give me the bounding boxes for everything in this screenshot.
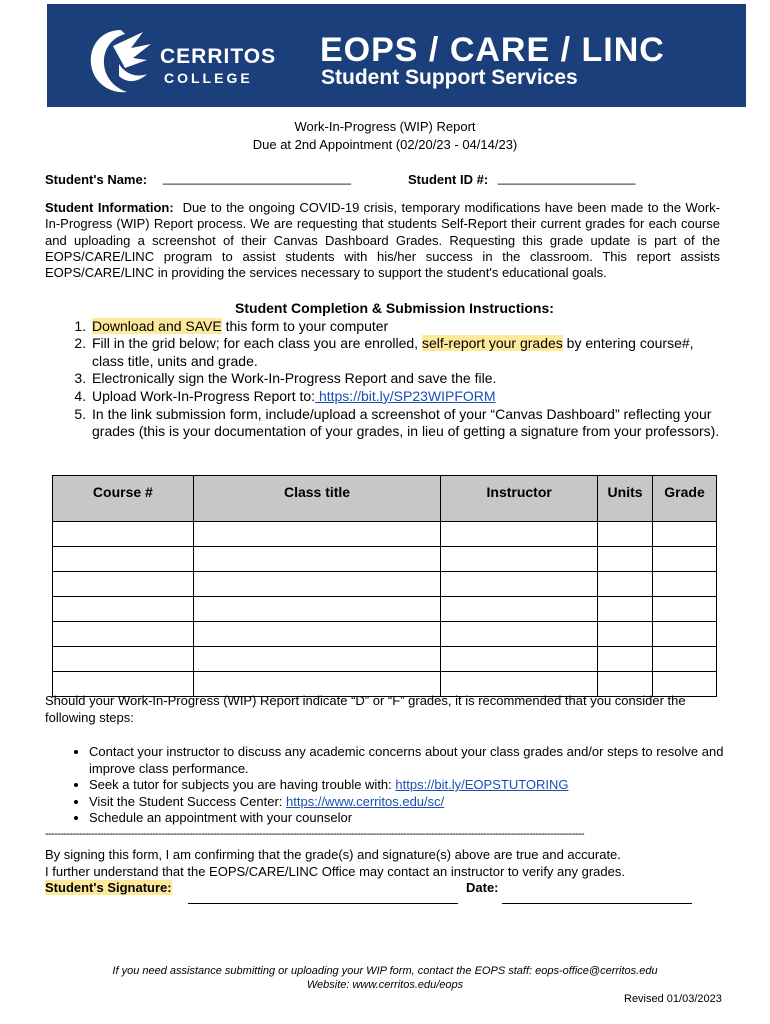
cell-instructor[interactable]: [441, 647, 598, 672]
cell-units[interactable]: [598, 547, 653, 572]
consent-statement: [45, 846, 725, 880]
list-item: [89, 777, 725, 794]
header-course-number: Course #: [53, 476, 194, 522]
cell-class-title[interactable]: [193, 572, 441, 597]
instructions-list: [47, 318, 727, 441]
report-due-date: Due at 2nd Appointment (02/20/23 - 04/14/23): [252, 137, 518, 152]
cell-course[interactable]: [53, 572, 194, 597]
recommendation-list: [45, 744, 725, 827]
bullet-tutor-text: Seek a tutor for subjects you are having trouble with:: [89, 777, 396, 792]
consent-line-1: By signing this form, I am confirming that the grade(s) and signature(s) above are true and accurate.: [45, 847, 621, 862]
bullet-contact-instructor: Contact your instructor to discuss any academic concerns about your class grades and/or steps to resolve and improve class performance.: [89, 744, 724, 776]
step2-text-pre: Fill in the grid below; for each class you are enrolled,: [92, 335, 422, 352]
logo-text-college: COLLEGE: [164, 70, 253, 86]
cell-grade[interactable]: [653, 597, 717, 622]
step3-text: Electronically sign the Work-In-Progress Report and save the file.: [92, 370, 497, 387]
cell-grade[interactable]: [653, 572, 717, 597]
tutoring-link[interactable]: https://bit.ly/EOPSTUTORING: [395, 777, 569, 792]
student-name-field[interactable]: __________________________: [163, 170, 351, 185]
cell-instructor[interactable]: [441, 622, 598, 647]
student-information: [45, 200, 720, 281]
table-row: [53, 647, 717, 672]
instructions-section: [47, 300, 727, 441]
wip-form-link[interactable]: https://bit.ly/SP23WIPFORM: [315, 387, 496, 404]
cell-course[interactable]: [53, 547, 194, 572]
cell-grade[interactable]: [653, 522, 717, 547]
cell-units[interactable]: [598, 522, 653, 547]
college-logo-icon: [85, 24, 157, 98]
student-id-label: Student ID #:: [408, 172, 489, 187]
step4-text: Upload Work-In-Progress Report to:: [92, 387, 316, 404]
instructions-title: Student Completion & Submission Instructions:: [235, 300, 554, 316]
table-row: [53, 547, 717, 572]
revised-date: Revised 01/03/2023: [624, 993, 722, 1005]
cell-grade[interactable]: [653, 647, 717, 672]
signature-line[interactable]: [188, 903, 458, 904]
cell-class-title[interactable]: [193, 647, 441, 672]
recommendation-text: Should your Work-In-Progress (WIP) Report indicate “D” or “F” grades, it is recommended that you consider the following steps:: [45, 693, 686, 725]
cell-units[interactable]: [598, 622, 653, 647]
cell-course[interactable]: [53, 522, 194, 547]
header-instructor: Instructor: [441, 476, 598, 522]
cell-instructor[interactable]: [441, 547, 598, 572]
cell-course[interactable]: [53, 597, 194, 622]
footer-contact: If you need assistance submitting or uploading your WIP form, contact the EOPS staff: eops-office@cerritos.edu: [112, 965, 658, 977]
logo-text-cerritos: CERRITOS: [160, 45, 277, 68]
header-class-title: Class title: [193, 476, 441, 522]
cell-class-title[interactable]: [193, 522, 441, 547]
date-line[interactable]: [502, 903, 692, 904]
table-row: [53, 597, 717, 622]
table-row: [53, 572, 717, 597]
consent-line-2: I further understand that the EOPS/CARE/LINC Office may contact an instructor to verify any grades.: [45, 864, 625, 879]
cell-grade[interactable]: [653, 547, 717, 572]
cell-class-title[interactable]: [193, 547, 441, 572]
list-item: [89, 744, 725, 777]
cell-units[interactable]: [598, 572, 653, 597]
grades-grid: [52, 475, 717, 697]
success-center-link[interactable]: https://www.cerritos.edu/sc/: [286, 793, 445, 809]
cell-instructor[interactable]: [441, 522, 598, 547]
bullet-counselor: Schedule an appointment with your counselor: [89, 810, 353, 825]
step1-text: this form to your computer: [221, 317, 389, 334]
cell-class-title[interactable]: [193, 597, 441, 622]
cell-class-title[interactable]: [193, 622, 441, 647]
step1-highlight: Download and SAVE: [92, 317, 222, 334]
list-item: [89, 794, 725, 811]
banner-title: EOPS / CARE / LINC: [320, 31, 665, 69]
bullet-success-center-text: Visit the Student Success Center:: [89, 793, 287, 809]
instruction-step-3: [90, 370, 727, 388]
cell-instructor[interactable]: [441, 572, 598, 597]
report-title: Work-In-Progress (WIP) Report: [294, 119, 476, 134]
step2-highlight: self-report your grades: [421, 335, 563, 352]
student-name-label: Student's Name:: [45, 172, 148, 187]
header-grade: Grade: [653, 476, 717, 522]
table-row: [53, 522, 717, 547]
cell-instructor[interactable]: [441, 597, 598, 622]
table-row: [53, 622, 717, 647]
dashed-separator: --------------------------------------------------------------------------------------------------------------------------------------------------------------------------------: [45, 828, 585, 840]
info-text: Due to the ongoing COVID-19 crisis, temporary modifications have been made to the Work-In-Progress (WIP) Report process. We are requesting that students Self-Report their current grades for each course and uploading a screenshot of their Canvas Dashboard Grades. Requesting this grade update is part of the EOPS/CARE/LINC program to assist students with his/her success in the classroom. This report assists EOPS/CARE/LINC in providing the services necessary to support the student's educational goals.: [45, 200, 720, 281]
date-label: Date:: [466, 880, 499, 895]
step5-text: In the link submission form, include/upload a screenshot of your “Canvas Dashboard” reflecting your grades (this is your documentation of your grades, in lieu of getting a signature from your professors).: [92, 405, 720, 440]
instruction-step-2: [90, 335, 727, 370]
step2-text-rest: by entering course#, class title, units and grade.: [92, 335, 694, 369]
banner-subtitle: Student Support Services: [321, 66, 578, 89]
list-item: [89, 810, 725, 827]
cell-course[interactable]: [53, 622, 194, 647]
cell-course[interactable]: [53, 647, 194, 672]
student-id-field[interactable]: ___________________: [498, 170, 636, 185]
instruction-step-1: [90, 318, 727, 336]
instruction-step-4: [90, 388, 727, 406]
cell-units[interactable]: [598, 597, 653, 622]
instruction-step-5: [90, 406, 727, 441]
footer-website: Website: www.cerritos.edu/eops: [306, 979, 464, 991]
grid-header-row: [53, 476, 717, 522]
cell-grade[interactable]: [653, 622, 717, 647]
cell-units[interactable]: [598, 647, 653, 672]
signature-label: Student's Signature:: [45, 880, 172, 895]
header-units: Units: [598, 476, 653, 522]
info-label: Student Information:: [45, 200, 174, 215]
